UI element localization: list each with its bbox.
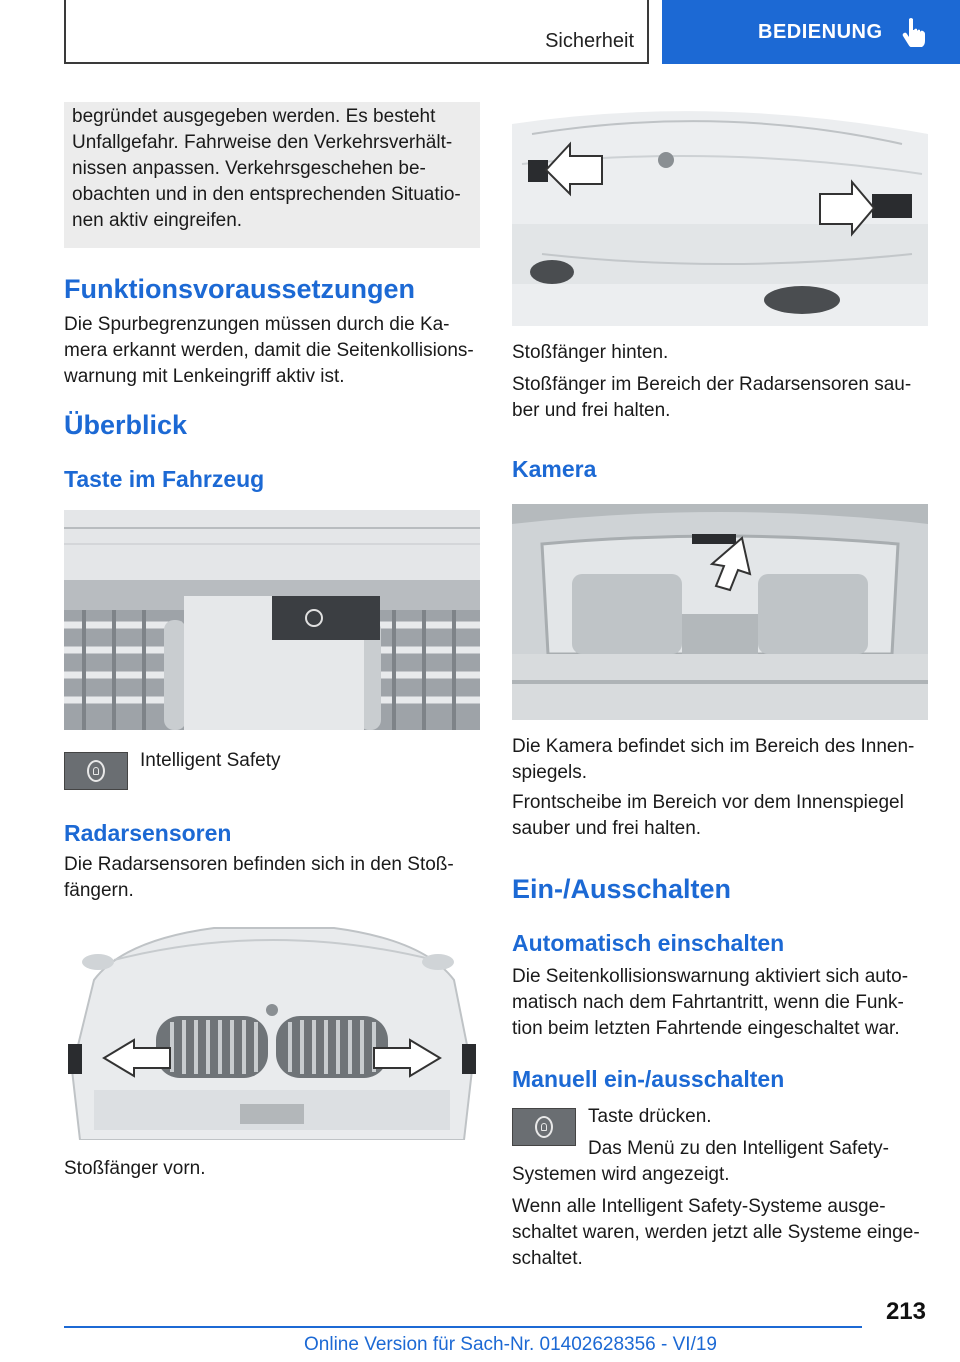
header-section-title: Sicherheit [545, 30, 634, 52]
front-bumper-photo [64, 920, 480, 1140]
manuell-step-2b: Systemen wird angezeigt. [512, 1164, 730, 1185]
text-line: fängern. [64, 880, 134, 901]
heading-taste-im-fahrzeug: Taste im Fahrzeug [64, 466, 265, 492]
auto-paragraph [512, 964, 908, 1042]
rear-bumper-photo [512, 104, 928, 326]
rear-paragraph [512, 372, 911, 424]
warning-line: nissen anpassen. Verkehrsgeschehen be- [72, 158, 426, 179]
dashboard-button-photo [64, 510, 480, 730]
heading-manuell-ein-ausschalten: Manuell ein-/ausschalten [512, 1066, 785, 1092]
text-line: Die Kamera befindet sich im Bereich des Innen- [512, 736, 915, 757]
text-line: Die Radarsensoren befinden sich in den Stoß- [64, 854, 454, 875]
text-line: Stoßfänger im Bereich der Radarsensoren sau- [512, 374, 912, 395]
heading-radarsensoren: Radarsensoren [64, 820, 232, 846]
text-line: sauber und frei halten. [512, 818, 702, 839]
manuell-step-2a: Das Menü zu den Intelligent Safety- [588, 1138, 890, 1159]
text-line: schaltet waren, werden jetzt alle Systeme einge- [512, 1222, 920, 1243]
text-line: spiegels. [512, 762, 587, 783]
rear-bumper-caption: Stoßfänger hinten. [512, 342, 669, 363]
radar-paragraph [64, 852, 454, 904]
text-line: schaltet. [512, 1248, 583, 1269]
kamera-paragraph-2 [512, 790, 904, 842]
text-line: tion beim letzten Fahrtende eingeschaltet war. [512, 1018, 900, 1039]
warning-line: nen aktiv eingreifen. [72, 210, 243, 231]
heading-automatisch-einschalten: Automatisch einschalten [512, 930, 785, 956]
text-line: Die Spurbegrenzungen müssen durch die Ka- [64, 314, 450, 335]
warning-box [64, 102, 480, 248]
heading-ueberblick: Überblick [64, 410, 188, 440]
footer-online-version: Online Version für Sach-Nr. 01402628356 - VI/19 [304, 1334, 717, 1355]
warning-line: obachten und in den entsprechenden Situatio- [72, 184, 461, 205]
intelligent-safety-icon [87, 760, 105, 782]
text-line: Frontscheibe im Bereich vor dem Innenspiegel [512, 792, 904, 813]
footer-divider [64, 1326, 862, 1328]
page-number: 213 [885, 1298, 926, 1325]
intelligent-safety-button[interactable] [64, 752, 128, 790]
warning-line: Unfallgefahr. Fahrweise den Verkehrsverhält- [72, 132, 453, 153]
text-line: Wenn alle Intelligent Safety-Systeme ausge- [512, 1196, 886, 1217]
front-bumper-caption: Stoßfänger vorn. [64, 1158, 206, 1179]
header-tab-label: BEDIENUNG [758, 20, 883, 43]
intelligent-safety-button-2[interactable] [512, 1108, 576, 1146]
text-line: ber und frei halten. [512, 400, 671, 421]
text-line: mera erkannt werden, damit die Seitenkollisions- [64, 340, 474, 361]
text-line: Die Seitenkollisionswarnung aktiviert sich auto- [512, 966, 909, 987]
manuell-step-1: Taste drücken. [588, 1106, 712, 1127]
text-line: matisch nach dem Fahrtantritt, wenn die Funk- [512, 992, 904, 1013]
heading-funktionsvoraussetzungen: Funktionsvoraussetzungen [64, 274, 416, 304]
header-tab-bedienung[interactable] [662, 0, 960, 64]
final-paragraph [512, 1194, 920, 1272]
warning-line: begründet ausgegeben werden. Es besteht [72, 106, 436, 127]
text-line: warnung mit Lenkeingriff aktiv ist. [64, 366, 345, 387]
funktion-paragraph [64, 312, 474, 390]
intelligent-safety-label: Intelligent Safety [140, 750, 281, 771]
kamera-paragraph-1 [512, 734, 914, 786]
intelligent-safety-icon [535, 1116, 553, 1138]
heading-kamera: Kamera [512, 456, 597, 482]
heading-ein-ausschalten: Ein-/Ausschalten [512, 874, 732, 904]
camera-interior-photo [512, 504, 928, 720]
hand-pointer-icon [901, 17, 927, 47]
